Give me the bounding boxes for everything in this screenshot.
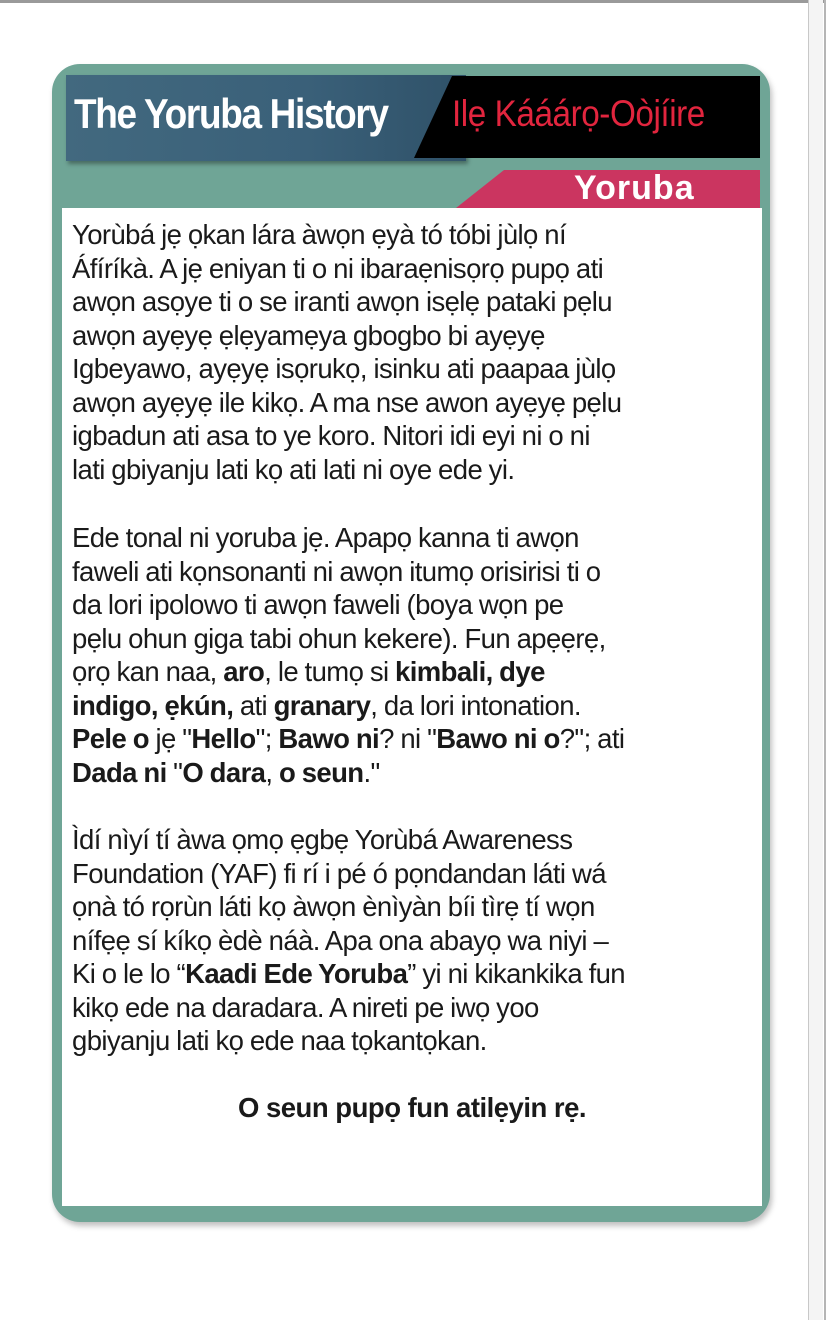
text-line: [72, 991, 752, 1025]
page-right-margin: [808, 0, 823, 1320]
text-run: ?"; ati: [559, 723, 625, 754]
text-run: .": [363, 756, 380, 788]
text-line: [72, 890, 752, 924]
text-run: ": [173, 756, 183, 788]
text-run: ọnà tó rọrùn láti kọ àwọn ènìyàn bíi tìrẹ tí wọn: [72, 891, 595, 922]
text-run: awọn asọye ti o se iranti awọn isẹlẹ pataki pẹlu: [72, 286, 612, 317]
text-run: Foundation (YAF) fi rí i pé ó pọndandan láti wá: [72, 857, 606, 889]
text-line: [72, 555, 752, 589]
text-line: [72, 419, 752, 453]
text-line: [72, 319, 752, 353]
text-line: [72, 722, 752, 756]
text-line: [72, 622, 752, 656]
card-title: The Yoruba History: [74, 90, 388, 137]
text-line: [72, 924, 752, 958]
bold-term: Bawo ni o: [436, 723, 560, 754]
text-line: [72, 588, 752, 622]
text-run: awọn ayẹyẹ ẹlẹyamẹya gbogbo bi ayẹyẹ: [72, 319, 545, 351]
text-line: [72, 1024, 752, 1058]
paragraph-intro: [72, 218, 752, 486]
text-run: lati gbiyanju lati kọ ati lati ni oye ede yi.: [72, 453, 515, 485]
text-line: [72, 957, 752, 991]
bold-term: Bawo ni: [278, 723, 380, 754]
text-run: Igbeyawo, ayẹyẹ isọrukọ, isinku ati paapaa jùlọ: [72, 353, 616, 384]
bold-term: Pele o: [72, 723, 149, 754]
text-line: [72, 386, 752, 420]
bold-term: granary: [273, 689, 371, 721]
text-run: , da lori intonation.: [370, 689, 581, 721]
bold-term: indigo, ẹkún,: [72, 689, 234, 721]
bold-term: O dara: [182, 756, 266, 788]
text-line: [72, 689, 752, 723]
text-run: ,: [265, 756, 279, 788]
text-run: da lori ipolowo ti awọn faweli (boya wọn pe: [72, 589, 564, 620]
text-line: [72, 352, 752, 386]
bold-term: kimbali, dye: [395, 656, 545, 687]
text-run: Ki o le lo “: [72, 958, 186, 989]
text-run: gbiyanju lati kọ ede naa tọkantọkan.: [72, 1025, 487, 1056]
bold-term: aro: [223, 656, 265, 687]
text-run: ọrọ kan naa,: [72, 656, 224, 687]
text-run: awọn ayẹyẹ ile kikọ. A ma nse awon ayẹyẹ pẹlu: [72, 386, 622, 418]
card-subtitle: Ilẹ Kááárọ-Oòjíire: [452, 93, 705, 134]
text-run: igbadun ati asa to ye koro. Nitori idi eyi ni o ni: [72, 420, 590, 451]
text-run: ";: [255, 723, 279, 754]
bold-term: Dada ni: [72, 756, 174, 788]
text-run: Ede tonal ni yoruba jẹ. Apapọ kanna ti awọn: [72, 522, 579, 553]
text-line: [72, 756, 752, 790]
text-run: faweli ati kọnsonanti ni awọn itumọ orisirisi ti o: [72, 555, 601, 587]
text-run: ” yi ni kikankika fun: [407, 958, 625, 989]
text-run: Yorùbá jẹ ọkan lára àwọn ẹyà tó tóbi jùlọ ní: [72, 219, 567, 250]
text-line: [72, 252, 752, 286]
page-top-edge: [0, 0, 826, 3]
bold-term: o seun: [278, 756, 364, 788]
text-run: pẹlu ohun giga tabi ohun kekere). Fun apẹẹrẹ,: [72, 622, 606, 654]
text-line: [72, 857, 752, 891]
text-line: [72, 453, 752, 487]
paragraph-foundation: [72, 823, 752, 1058]
paragraph-tonal-language: [72, 521, 752, 789]
text-line: [72, 655, 752, 689]
text-line: [72, 823, 752, 857]
text-line: [72, 285, 752, 319]
text-run: ? ni ": [379, 723, 437, 754]
bold-term: Hello: [191, 723, 256, 754]
text-line: [72, 521, 752, 555]
text-run: ati: [233, 689, 274, 721]
text-run: jẹ ": [148, 723, 192, 754]
text-run: kikọ ede na daradara. A nireti pe iwọ yoo: [72, 991, 539, 1023]
text-line: [72, 218, 752, 252]
text-run: Áfíríkà. A jẹ eniyan ti o ni ibaraẹnisọrọ pupọ ati: [72, 252, 604, 284]
text-run: nífẹẹ sí kíkọ èdè náà. Apa ona abayọ wa niyi –: [72, 924, 609, 956]
text-run: , le tumọ si: [264, 656, 396, 687]
language-ribbon-label: Yoruba: [574, 169, 695, 207]
bold-term: Kaadi Ede Yoruba: [185, 958, 408, 989]
closing-thanks: O seun pupọ fun atilẹyin rẹ.: [237, 1092, 587, 1123]
text-run: Ìdí nìyí tí àwa ọmọ ẹgbẹ Yorùbá Awareness: [72, 824, 573, 855]
